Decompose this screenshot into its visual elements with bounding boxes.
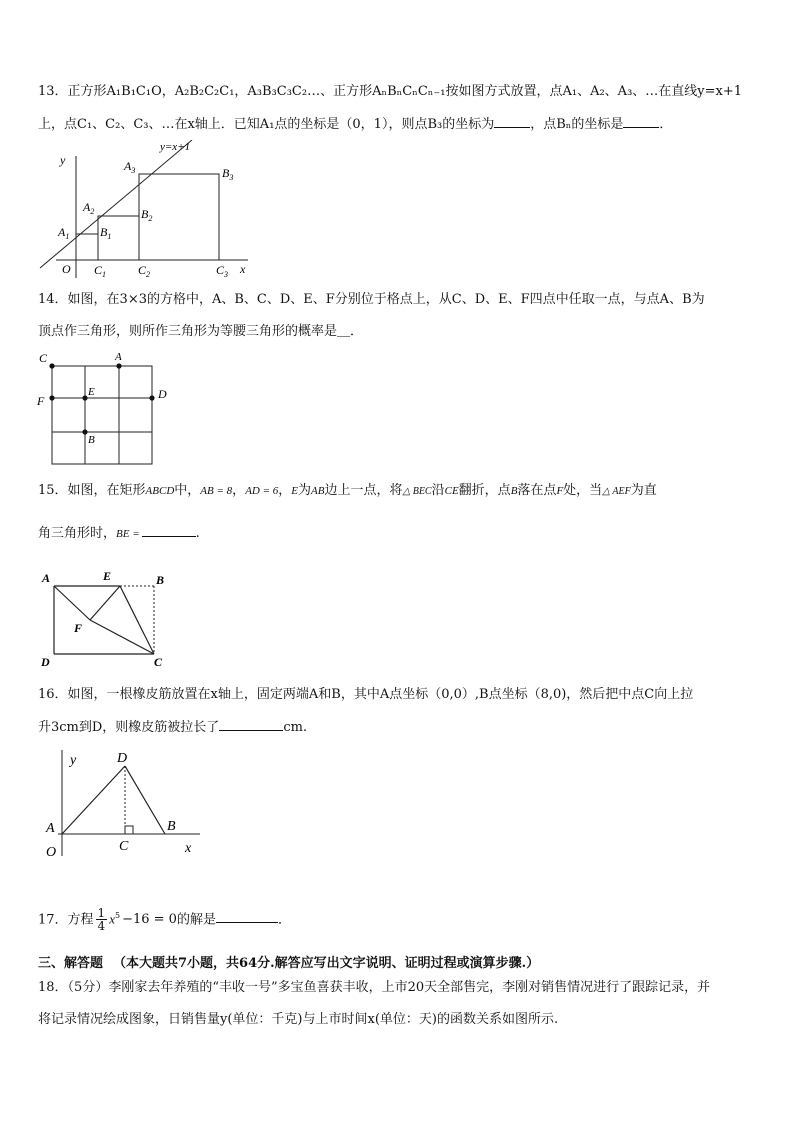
ab-length: AB = 8: [200, 485, 233, 497]
q13-line-2: [38, 115, 672, 134]
q16-text: 升3cm到D，则橡皮筋被拉长了: [38, 720, 220, 735]
q16-line-1: 16．如图，一根橡皮筋放置在x轴上，固定两端A和B，其中A点坐标（0,0）,B点坐标（8,0)，然后把中点C向上拉: [38, 687, 694, 702]
q15-text: 15．如图，在矩形: [38, 483, 146, 498]
q15-text: 边上一点，将: [324, 483, 403, 498]
point-b-label: B: [156, 573, 165, 587]
segment-ab: AB: [311, 485, 325, 497]
q15-text: 处，当: [563, 483, 603, 498]
point-e-label: E: [88, 386, 95, 398]
point-c2-label: $C_2$: [138, 263, 151, 279]
x-axis-label: x: [240, 262, 246, 276]
point-f-label: F: [37, 394, 45, 408]
point-f-label: F: [74, 621, 83, 635]
q15-text: 沿: [431, 483, 445, 498]
answer-blank[interactable]: [216, 910, 278, 923]
point-e-label: E: [103, 569, 112, 583]
point-b-label: B: [88, 434, 95, 446]
point-c1-label: $C_1$: [94, 263, 107, 279]
section-heading: [38, 955, 539, 973]
y-axis-label: y: [60, 153, 66, 167]
point-c-label: C: [119, 839, 129, 854]
fraction-denominator: 4: [97, 919, 106, 934]
q13-figure: [36, 140, 276, 282]
point-d-label: D: [117, 751, 128, 766]
q15-text: ，: [232, 483, 246, 498]
fraction: [96, 907, 108, 932]
answer-blank[interactable]: [494, 115, 530, 128]
q17-line: [38, 904, 291, 932]
q15-line-2: [38, 524, 200, 543]
x-axis-label: x: [185, 841, 192, 856]
q13-line-1: 13．正方形A₁B₁C₁O，A₂B₂C₂C₁，A₃B₃C₃C₂…、正方形AₙBₙCₙCₙ₋₁按如图方式放置，点A₁、A₂、A₃、…在直线y=x+1: [38, 84, 743, 99]
origin-label: O: [46, 845, 57, 860]
point-b1-label: $B_1$: [100, 225, 112, 241]
q15-text: 翻折，点: [458, 483, 511, 498]
q13-text-a: 上，点C₁、C₂、C₃、…在x轴上．已知A₁点的坐标是（0，1），则点B₃的坐标为: [38, 117, 495, 132]
line-label: y=x+1: [160, 141, 191, 153]
triangle-aef: △ AEF: [602, 486, 631, 497]
q13-text-b: ，点Bₙ的坐标是: [530, 117, 624, 132]
point-b: B: [510, 485, 518, 497]
q16-text: cm.: [283, 720, 308, 735]
q15-text: 为直: [630, 483, 657, 498]
answer-blank[interactable]: [219, 718, 283, 731]
q14-figure: [34, 348, 184, 470]
q15-text: 角三角形时，: [38, 526, 117, 541]
q15-text: 中，: [174, 483, 201, 498]
point-c-label: C: [154, 655, 163, 669]
q18-line-1: 18．（5分）李刚家去年养殖的“丰收一号”多宝鱼喜获丰收，上市20天全部售完，李刚对销售情况进行了跟踪记录，并: [38, 980, 711, 995]
point-a-label: A: [46, 821, 55, 836]
point-a-label: A: [42, 571, 51, 585]
point-c-label: C: [39, 351, 48, 365]
q17-text: 的解是: [176, 912, 216, 928]
equation-rest: −16 = 0: [122, 912, 177, 928]
q13-text-c: ．: [659, 117, 673, 132]
point-b-label: B: [167, 819, 176, 834]
q14-line-1: 14．如图，在3×3的方格中，A、B、C、D、E、F分别位于格点上，从C、D、E、F四点中任取一点，与点A、B为: [38, 292, 705, 307]
q17-text: 17．方程: [38, 912, 94, 928]
exponent: 5: [114, 911, 121, 920]
point-b3-label: $B_3$: [222, 166, 234, 182]
fraction-numerator: 1: [97, 906, 106, 921]
point-d-label: D: [158, 387, 167, 401]
y-axis-label: y: [70, 753, 77, 768]
triangle-bec: △ BEC: [402, 486, 432, 497]
section-title: 三、解答题: [38, 956, 104, 971]
variable-x: x: [109, 911, 115, 927]
q15-text: 为: [298, 483, 312, 498]
segment-ce: CE: [444, 485, 459, 497]
q15-text: ，: [278, 483, 292, 498]
q17-text: ．: [277, 912, 291, 928]
point-a2-label: $A_2$: [83, 200, 95, 216]
q14-line-2: 顶点作三角形，则所作三角形为等腰三角形的概率是＿．: [38, 324, 364, 339]
rectangle-name: ABCD: [145, 485, 175, 497]
point-c3-label: $C_3$: [216, 263, 229, 279]
section-note: （本大题共7小题，共64分.解答应写出文字说明、证明过程或演算步骤.）: [113, 956, 540, 971]
origin-label: O: [62, 262, 71, 276]
q18-line-2: 将记录情况绘成图象，日销售量y(单位：千克)与上市时间x(单位：天)的函数关系如图所示.: [38, 1012, 559, 1027]
q15-text: .: [195, 526, 200, 541]
point-d-label: D: [41, 655, 50, 669]
point-a-label: A: [115, 351, 122, 363]
q15-figure: [36, 566, 176, 670]
point-b2-label: $B_2$: [141, 207, 153, 223]
q16-line-2: [38, 718, 307, 737]
point-a3-label: $A_3$: [124, 159, 136, 175]
q15-line-1: [38, 482, 657, 501]
point-e: E: [291, 485, 299, 497]
answer-blank[interactable]: [142, 524, 196, 537]
q15-text: 落在点: [517, 483, 557, 498]
q16-figure: [36, 746, 206, 862]
point-a1-label: $A_1$: [58, 225, 70, 241]
be-expression: BE =: [116, 528, 140, 540]
ad-length: AD = 6: [245, 485, 279, 497]
point-f: F: [556, 485, 564, 497]
answer-blank[interactable]: [623, 115, 659, 128]
